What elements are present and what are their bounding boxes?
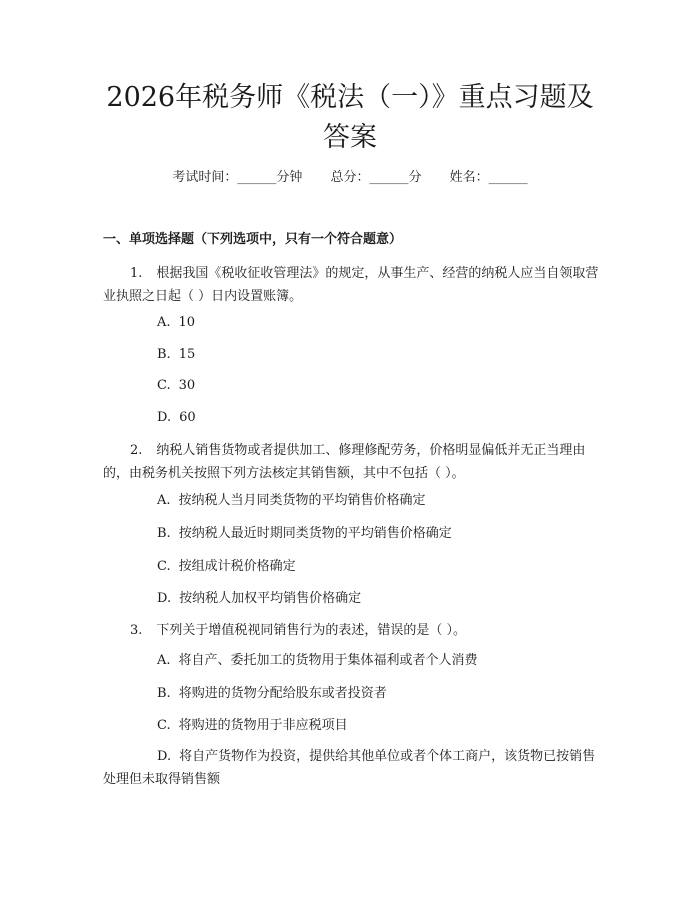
- option-letter: C.: [157, 378, 171, 393]
- document-title: 2026年税务师《税法（一）》重点习题及答案: [106, 82, 594, 153]
- option-letter: D.: [157, 591, 172, 606]
- question-1: [103, 262, 603, 308]
- option-text: 按纳税人最近时期同类货物的平均销售价格确定: [178, 526, 452, 541]
- option-text: 按纳税人当月同类货物的平均销售价格确定: [178, 493, 426, 508]
- option-d: [103, 745, 603, 791]
- question-text: 纳税人销售货物或者提供加工、修理修配劳务，价格明显偏低并无正当理由的，由税务机关按照下列方法核定其销售额，其中不包括（ ）。: [103, 443, 586, 481]
- question-text: 下列关于增值税视同销售行为的表述，错误的是（ ）。: [156, 623, 467, 638]
- option-text: 将购进的货物分配给股东或者投资者: [178, 686, 387, 701]
- question-number: 1.: [130, 266, 143, 281]
- option-text: 将自产、委托加工的货物用于集体福利或者个人消费: [178, 653, 478, 668]
- option-letter: B.: [157, 526, 171, 541]
- option-letter: D.: [157, 410, 172, 425]
- option-text: 将购进的货物用于非应税项目: [178, 718, 348, 733]
- option-letter: A.: [157, 315, 171, 330]
- option-letter: A.: [157, 493, 171, 508]
- option-d: [157, 408, 602, 428]
- option-c: [157, 557, 602, 577]
- exam-time-label: 考试时间：______分钟: [172, 170, 303, 185]
- option-text: 10: [178, 315, 196, 330]
- option-c: [157, 716, 602, 736]
- total-score-label: 总分：______分: [330, 170, 422, 185]
- option-letter: A.: [157, 653, 171, 668]
- option-letter: C.: [157, 559, 171, 574]
- option-text: 60: [179, 410, 196, 425]
- candidate-name-label: 姓名：______: [449, 170, 528, 185]
- question-number: 2.: [130, 443, 143, 458]
- question-text: 根据我国《税收征收管理法》的规定，从事生产、经营的纳税人应当自领取营业执照之日起（ ）日内设置账簿。: [103, 266, 599, 304]
- question-2: [103, 439, 603, 485]
- option-a: [157, 313, 602, 333]
- exam-meta: [0, 168, 700, 188]
- option-letter: B.: [157, 686, 171, 701]
- option-text: 30: [178, 378, 196, 393]
- option-d: [157, 589, 602, 609]
- option-b: [157, 524, 602, 544]
- question-number: 3.: [130, 623, 143, 638]
- option-text: 将自产货物作为投资，提供给其他单位或者个体工商户，该货物已按销售处理但未取得销售额: [103, 749, 596, 787]
- question-3: [103, 619, 603, 642]
- option-letter: C.: [157, 718, 171, 733]
- option-a: [157, 491, 602, 511]
- option-a: [157, 651, 602, 671]
- option-text: 按组成计税价格确定: [178, 559, 296, 574]
- option-c: [157, 376, 602, 396]
- option-text: 15: [178, 347, 196, 362]
- option-b: [157, 684, 602, 704]
- option-b: [157, 345, 602, 365]
- section-heading: 一、单项选择题（下列选项中，只有一个符合题意）: [103, 232, 403, 247]
- option-text: 按纳税人加权平均销售价格确定: [179, 591, 362, 606]
- option-letter: B.: [157, 347, 171, 362]
- option-letter: D.: [157, 749, 172, 764]
